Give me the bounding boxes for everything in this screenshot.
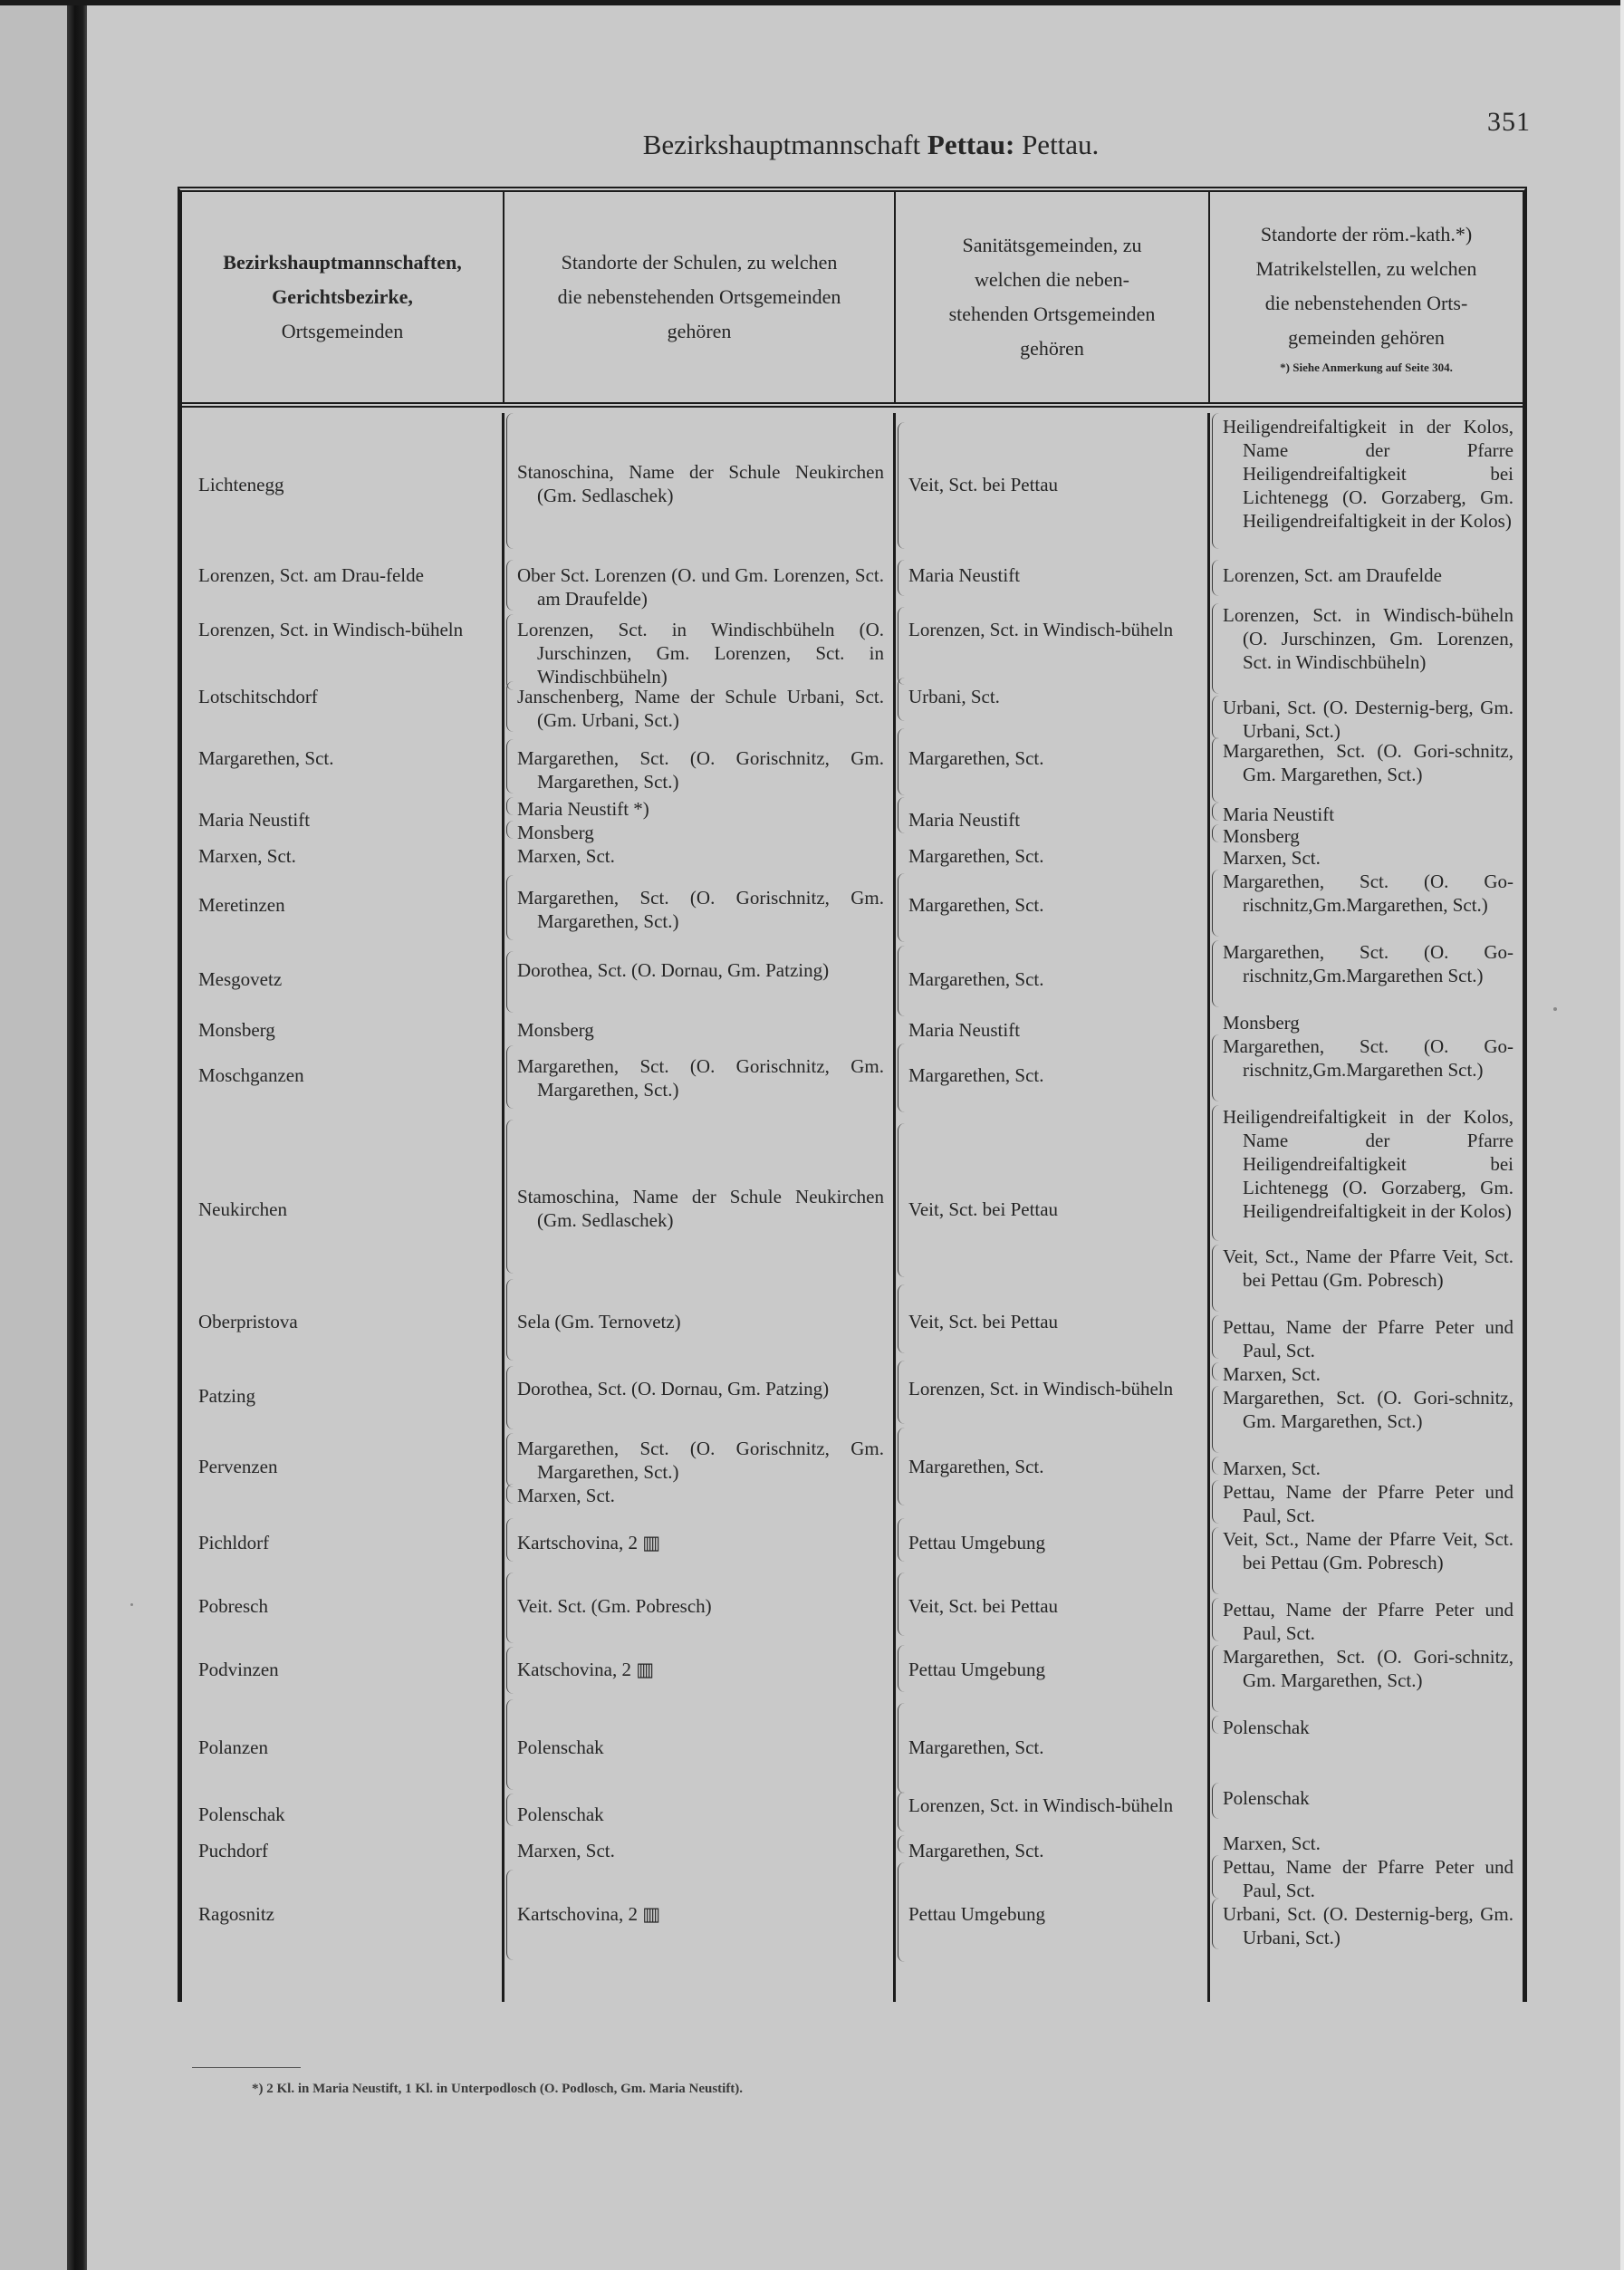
table-cell — [896, 685, 1207, 708]
cell-text: Marxen, Sct. — [517, 1840, 615, 1861]
header-footnote: *) Siehe Anmerkung auf Seite 304. — [1280, 361, 1453, 374]
table-cell — [504, 1839, 893, 1862]
cell-text: Veit. Sct. (Gm. Pobresch) — [517, 1595, 712, 1617]
table-cell — [504, 1736, 893, 1759]
book-spine-shadow — [67, 0, 87, 2270]
cell-text: Marxen, Sct. — [198, 845, 296, 867]
table-cell — [896, 1794, 1207, 1817]
ortsgemeinde-entry — [182, 685, 502, 708]
cell-text: Oberpristova — [198, 1311, 298, 1332]
table-cell — [896, 563, 1207, 587]
header-line: Matrikelstellen, zu welchen — [1255, 257, 1477, 280]
cell-text: Kartschovina, 2 ▥ — [517, 1903, 661, 1925]
cell-text: Mesgovetz — [198, 968, 283, 990]
cell-text: Podvinzen — [198, 1659, 279, 1680]
table-cell — [896, 1198, 1207, 1221]
cell-text: Marxen, Sct. — [1223, 1363, 1321, 1385]
table-cell — [504, 1018, 893, 1042]
ortsgemeinde-entry — [182, 1803, 502, 1826]
table-cell — [896, 967, 1207, 991]
cell-text: Katschovina, 2 ▥ — [517, 1659, 655, 1680]
table-cell — [504, 685, 893, 732]
table-cell — [1210, 940, 1523, 987]
header-line: gemeinden gehören — [1288, 326, 1445, 349]
cell-text: Lotschitschdorf — [198, 686, 318, 707]
cell-text: Monsberg — [1223, 1012, 1300, 1034]
table-cell — [504, 1484, 893, 1507]
header-line: stehenden Ortsgemeinden — [948, 303, 1156, 325]
table-cell — [1210, 739, 1523, 786]
cell-text: Lorenzen, Sct. in Windisch-büheln — [908, 1794, 1174, 1816]
cell-text: Lichtenegg — [198, 474, 284, 495]
header-line: welchen die neben- — [974, 268, 1130, 291]
ortsgemeinde-entry — [182, 1902, 502, 1926]
cell-text: Marxen, Sct. — [1223, 1457, 1321, 1479]
scan-speck — [130, 1603, 133, 1606]
table-cell — [504, 821, 893, 844]
cell-text: Polenschak — [517, 1803, 604, 1825]
table-cell — [1210, 1527, 1523, 1574]
cell-text: Urbani, Sct. (O. Desternig-berg, Gm. Urbani, Sct.) — [1223, 1903, 1513, 1948]
ortsgemeinde-entry — [182, 1384, 502, 1408]
header-ortsgemeinden — [182, 192, 504, 402]
cell-text: Marxen, Sct. — [1223, 847, 1321, 869]
header-line: gehören — [1020, 337, 1084, 360]
cell-text: Ragosnitz — [198, 1903, 274, 1925]
cell-text: Veit, Sct. bei Pettau — [908, 1198, 1059, 1220]
cell-text: Lorenzen, Sct. in Windisch-büheln — [198, 619, 464, 640]
running-head-prefix: Bezirkshauptmannschaft — [642, 129, 921, 160]
table-cell — [504, 1437, 893, 1484]
cell-text: Margarethen, Sct. (O. Gorischnitz, Gm. Margarethen, Sct.) — [517, 747, 884, 793]
ortsgemeinde-entry — [182, 473, 502, 496]
cell-text: Margarethen, Sct. — [908, 845, 1044, 867]
cell-text: Margarethen, Sct. — [908, 894, 1044, 916]
table-cell — [896, 808, 1207, 832]
cell-text: Pervenzen — [198, 1456, 278, 1477]
cell-text: Stanoschina, Name der Schule Neukirchen (Gm. Sedlaschek) — [517, 461, 884, 506]
table-cell — [896, 893, 1207, 917]
running-head — [0, 129, 1624, 161]
table-cell — [1210, 1855, 1523, 1902]
cell-text: Patzing — [198, 1385, 255, 1407]
cell-text: Veit, Sct., Name der Pfarre Veit, Sct. bei Pettau (Gm. Pobresch) — [1223, 1246, 1513, 1291]
table-cell — [1210, 1386, 1523, 1433]
cell-text: Lorenzen, Sct. in Windisch-büheln — [908, 1378, 1174, 1400]
cell-text: Urbani, Sct. — [908, 686, 1000, 707]
cell-text: Monsberg — [1223, 825, 1300, 847]
cell-text: Pichldorf — [198, 1532, 270, 1553]
cell-text: Pettau, Name der Pfarre Peter und Paul, Sct. — [1223, 1481, 1513, 1526]
cell-text: Ober Sct. Lorenzen (O. und Gm. Lorenzen, Sct. am Draufelde) — [517, 564, 884, 610]
cell-text: Lorenzen, Sct. in Windisch-büheln — [908, 619, 1174, 640]
table-cell — [896, 1455, 1207, 1478]
cell-text: Lorenzen, Sct. am Drau-felde — [198, 564, 424, 586]
table-cell — [896, 1310, 1207, 1333]
table-cell — [896, 1377, 1207, 1400]
column-schulen — [504, 413, 896, 2002]
running-head-bold: Pettau: — [927, 129, 1015, 160]
cell-text: Pobresch — [198, 1595, 268, 1617]
ortsgemeinde-entry — [182, 844, 502, 868]
table-cell — [1210, 803, 1523, 826]
scan-right-edge — [1620, 0, 1624, 2270]
table-cell — [1210, 1598, 1523, 1645]
ortsgemeinde-entry — [182, 1736, 502, 1759]
table-cell — [1210, 415, 1523, 533]
table-cell — [1210, 1011, 1523, 1034]
cell-text: Dorothea, Sct. (O. Dornau, Gm. Patzing) — [517, 1378, 830, 1400]
table-cell — [1210, 824, 1523, 848]
table-cell — [504, 1531, 893, 1554]
table-cell — [1210, 603, 1523, 674]
cell-text: Janschenberg, Name der Schule Urbani, Sct. (Gm. Urbani, Sct.) — [517, 686, 884, 731]
table-cell — [1210, 1362, 1523, 1386]
cell-text: Meretinzen — [198, 894, 285, 916]
ortsgemeinde-entry — [182, 1594, 502, 1618]
cell-text: Veit, Sct. bei Pettau — [908, 1311, 1059, 1332]
table-cell — [896, 1531, 1207, 1554]
cell-text: Margarethen, Sct. (O. Gori-schnitz, Gm. Margarethen, Sct.) — [1223, 740, 1513, 785]
ortsgemeinde-entry — [182, 1063, 502, 1087]
table-cell — [504, 1803, 893, 1826]
table-cell — [896, 1594, 1207, 1618]
ortsgemeinde-entry — [182, 1018, 502, 1042]
table-cell — [1210, 1786, 1523, 1810]
cell-text: Monsberg — [517, 822, 594, 843]
ortsgemeinde-entry — [182, 746, 502, 770]
page-number: 351 — [1487, 107, 1531, 137]
cell-text: Moschganzen — [198, 1064, 304, 1086]
scan-margin — [0, 0, 67, 2270]
cell-text: Lorenzen, Sct. am Draufelde — [1223, 564, 1442, 586]
table-cell — [1210, 1832, 1523, 1855]
cell-text: Polenschak — [1223, 1717, 1310, 1738]
header-matrikelstellen — [1210, 192, 1523, 402]
cell-text: Margarethen, Sct. — [908, 1840, 1044, 1861]
table-cell — [1210, 1105, 1523, 1223]
column-ortsgemeinden — [182, 413, 504, 2002]
cell-text: Margarethen, Sct. (O. Go-rischnitz,Gm.Margarethen Sct.) — [1223, 941, 1513, 986]
ortsgemeinde-entry — [182, 618, 502, 641]
table-cell — [1210, 1480, 1523, 1527]
cell-text: Maria Neustift — [908, 1019, 1021, 1041]
header-line: Ortsgemeinden — [281, 320, 404, 342]
table-cell — [504, 746, 893, 794]
cell-text: Maria Neustift *) — [517, 798, 649, 820]
cell-text: Pettau Umgebung — [908, 1532, 1046, 1553]
table-cell — [504, 886, 893, 933]
table-body — [182, 413, 1523, 2002]
cell-text: Margarethen, Sct. — [908, 1064, 1044, 1086]
cell-text: Veit, Sct. bei Pettau — [908, 474, 1059, 495]
table-cell — [504, 1054, 893, 1101]
table-cell — [1210, 563, 1523, 587]
cell-text: Margarethen, Sct. — [198, 747, 334, 769]
table-cell — [896, 1063, 1207, 1087]
table-header — [182, 192, 1523, 408]
cell-text: Marxen, Sct. — [517, 845, 615, 867]
cell-text: Dorothea, Sct. (O. Dornau, Gm. Patzing) — [517, 959, 830, 981]
cell-text: Maria Neustift — [908, 809, 1021, 831]
cell-text: Margarethen, Sct. (O. Go-rischnitz,Gm.Margarethen, Sct.) — [1223, 870, 1513, 916]
column-sanitaetsgemeinden — [896, 413, 1210, 2002]
table-cell — [1210, 846, 1523, 870]
cell-text: Polenschak — [1223, 1787, 1310, 1809]
header-line: Sanitätsgemeinden, zu — [962, 234, 1142, 256]
cell-text: Pettau, Name der Pfarre Peter und Paul, Sct. — [1223, 1599, 1513, 1644]
header-line: Gerichtsbezirke, — [272, 285, 413, 308]
cell-text: Veit, Sct., Name der Pfarre Veit, Sct. bei Pettau (Gm. Pobresch) — [1223, 1528, 1513, 1573]
table-cell — [1210, 1245, 1523, 1292]
cell-text: Maria Neustift — [908, 564, 1021, 586]
table-cell — [504, 1185, 893, 1232]
table-cell — [1210, 870, 1523, 917]
header-line: die nebenstehenden Ortsgemeinden — [557, 285, 841, 308]
cell-text: Polenschak — [517, 1736, 604, 1758]
ortsgemeinde-entry — [182, 1310, 502, 1333]
table-cell — [504, 1658, 893, 1681]
cell-text: Lorenzen, Sct. in Windisch-büheln (O. Jurschinzen, Gm. Lorenzen, Sct. in Windischbüheln) — [1223, 604, 1513, 673]
cell-text: Pettau, Name der Pfarre Peter und Paul, Sct. — [1223, 1856, 1513, 1901]
table-cell — [504, 460, 893, 507]
table-cell — [896, 1902, 1207, 1926]
scan-speck — [1553, 1007, 1557, 1011]
table-cell — [1210, 1902, 1523, 1949]
table-cell — [896, 618, 1207, 641]
ortsgemeinde-entry — [182, 1531, 502, 1554]
cell-text: Veit, Sct. bei Pettau — [908, 1595, 1059, 1617]
cell-text: Margarethen, Sct. (O. Gorischnitz, Gm. Margarethen, Sct.) — [517, 887, 884, 932]
table-cell — [1210, 1645, 1523, 1692]
running-head-suffix: Pettau. — [1022, 129, 1100, 160]
table-cell — [896, 746, 1207, 770]
cell-text: Margarethen, Sct. — [908, 968, 1044, 990]
table-cell — [504, 1594, 893, 1618]
footnote: *) 2 Kl. in Maria Neustift, 1 Kl. in Unterpodlosch (O. Podlosch, Gm. Maria Neustift). — [252, 2082, 744, 2096]
ortsgemeinde-entry — [182, 563, 502, 587]
ortsgemeinde-entry — [182, 967, 502, 991]
cell-text: Stamoschina, Name der Schule Neukirchen (Gm. Sedlaschek) — [517, 1186, 884, 1231]
ortsgemeinde-entry — [182, 1658, 502, 1681]
table-cell — [504, 797, 893, 821]
table-cell — [1210, 1315, 1523, 1362]
cell-text: Margarethen, Sct. — [908, 747, 1044, 769]
table-cell — [504, 1902, 893, 1926]
cell-text: Neukirchen — [198, 1198, 287, 1220]
cell-text: Puchdorf — [198, 1840, 268, 1861]
ortsgemeinde-entry — [182, 808, 502, 832]
cell-text: Polenschak — [198, 1803, 285, 1825]
ortsgemeinde-entry — [182, 1839, 502, 1862]
table-cell — [1210, 1716, 1523, 1739]
cell-text: Heiligendreifaltigkeit in der Kolos, Name der Pfarre Heiligendreifaltigkeit bei Lichtenegg (O. Gorzaberg, Gm. Heiligendreifaltigkeit in der Kolos) — [1223, 416, 1513, 532]
table-cell — [504, 1377, 893, 1400]
cell-text: Urbani, Sct. (O. Desternig-berg, Gm. Urbani, Sct.) — [1223, 697, 1513, 742]
table-cell — [504, 958, 893, 982]
table-cell — [896, 1658, 1207, 1681]
table-cell — [504, 618, 893, 688]
table-cell — [1210, 1457, 1523, 1480]
cell-text: Marxen, Sct. — [517, 1485, 615, 1506]
cell-text: Marxen, Sct. — [1223, 1832, 1321, 1854]
cell-text: Heiligendreifaltigkeit in der Kolos, Name der Pfarre Heiligendreifaltigkeit bei Lichtenegg (O. Gorzaberg, Gm. Heiligendreifaltigkeit in der Kolos) — [1223, 1106, 1513, 1222]
header-line: Standorte der röm.-kath.*) — [1260, 223, 1473, 245]
ortsgemeinde-entry — [182, 1198, 502, 1221]
table-cell — [896, 1736, 1207, 1759]
cell-text: Maria Neustift — [198, 809, 311, 831]
header-sanitaetsgemeinden — [896, 192, 1210, 402]
cell-text: Monsberg — [198, 1019, 275, 1041]
cell-text: Margarethen, Sct. (O. Go-rischnitz,Gm.Margarethen Sct.) — [1223, 1035, 1513, 1081]
cell-text: Monsberg — [517, 1019, 594, 1041]
cell-text: Margarethen, Sct. (O. Gorischnitz, Gm. Margarethen, Sct.) — [517, 1055, 884, 1101]
column-matrikelstellen — [1210, 413, 1523, 2002]
footnote-rule — [192, 2067, 301, 2068]
scan-top-edge — [0, 0, 1624, 5]
table-cell — [896, 1839, 1207, 1862]
cell-text: Margarethen, Sct. (O. Gori-schnitz, Gm. Margarethen, Sct.) — [1223, 1646, 1513, 1691]
header-line: Standorte der Schulen, zu welchen — [561, 251, 838, 274]
cell-text: Margarethen, Sct. (O. Gori-schnitz, Gm. Margarethen, Sct.) — [1223, 1387, 1513, 1432]
header-line: die nebenstehenden Orts- — [1264, 292, 1468, 314]
table-cell — [896, 473, 1207, 496]
header-line: Bezirkshauptmannschaften, — [223, 251, 462, 274]
table-cell — [1210, 696, 1523, 743]
table-cell — [504, 844, 893, 868]
cell-text: Maria Neustift — [1223, 803, 1335, 825]
cell-text: Lorenzen, Sct. in Windischbüheln (O. Jurschinzen, Gm. Lorenzen, Sct. in Windischbüheln) — [517, 619, 884, 688]
table-cell — [896, 844, 1207, 868]
cell-text: Pettau, Name der Pfarre Peter und Paul, Sct. — [1223, 1316, 1513, 1361]
header-line: gehören — [667, 320, 732, 342]
cell-text: Margarethen, Sct. — [908, 1736, 1044, 1758]
cell-text: Pettau Umgebung — [908, 1659, 1046, 1680]
table-cell — [896, 1018, 1207, 1042]
cell-text: Margarethen, Sct. — [908, 1456, 1044, 1477]
table-cell — [504, 1310, 893, 1333]
table-cell — [1210, 1034, 1523, 1082]
cell-text: Sela (Gm. Ternovetz) — [517, 1311, 681, 1332]
cell-text: Kartschovina, 2 ▥ — [517, 1532, 661, 1553]
gazetteer-table — [178, 187, 1527, 2002]
table-cell — [504, 563, 893, 611]
cell-text: Pettau Umgebung — [908, 1903, 1046, 1925]
ortsgemeinde-entry — [182, 893, 502, 917]
header-schulen — [504, 192, 896, 402]
cell-text: Polanzen — [198, 1736, 268, 1758]
cell-text: Margarethen, Sct. (O. Gorischnitz, Gm. Margarethen, Sct.) — [517, 1438, 884, 1483]
ortsgemeinde-entry — [182, 1455, 502, 1478]
